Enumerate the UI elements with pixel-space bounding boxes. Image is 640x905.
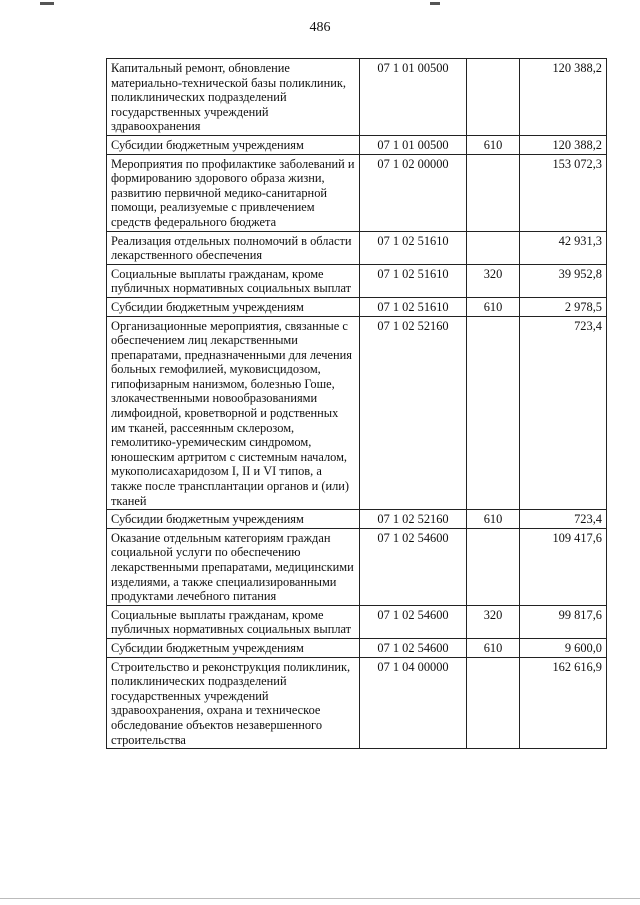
row-name-cell: Социальные выплаты гражданам, кроме публичных нормативных социальных выплат [107,264,360,297]
row-code-cell: 07 1 02 51610 [360,231,467,264]
row-code-cell: 07 1 01 00500 [360,135,467,154]
row-amount-cell: 723,4 [520,316,607,510]
row-name-cell: Организационные мероприятия, связанные с обеспечением лиц лекарственными препаратами, предназначенными для лечения больных гемофилией, муковисцидозом, гипофизарным нанизмом, болезнью Гоше, злокачественными новообразованиями лимфоидной, кроветворной и родственных им тканей, рассеянным склерозом, гемолитико-уремическим синдромом, юношеским артритом с системным началом, мукополисахаридозом I, II и VI типов, а также после трансплантации органов и (или) тканей [107,316,360,510]
row-amount-cell: 9 600,0 [520,638,607,657]
budget-table-body [107,59,607,749]
row-expense-type-cell [467,59,520,136]
row-name-cell: Субсидии бюджетным учреждениям [107,510,360,529]
row-amount-cell: 109 417,6 [520,528,607,605]
row-code-cell: 07 1 02 54600 [360,528,467,605]
row-expense-type-cell [467,154,520,231]
row-name-cell: Социальные выплаты гражданам, кроме публичных нормативных социальных выплат [107,605,360,638]
row-code-cell: 07 1 04 00000 [360,657,467,749]
row-name-cell: Субсидии бюджетным учреждениям [107,135,360,154]
row-expense-type-cell: 610 [467,297,520,316]
table-row [107,135,607,154]
table-row [107,510,607,529]
row-amount-cell: 2 978,5 [520,297,607,316]
row-code-cell: 07 1 02 54600 [360,605,467,638]
table-row [107,528,607,605]
row-expense-type-cell: 610 [467,638,520,657]
row-expense-type-cell: 610 [467,135,520,154]
page-bottom-edge [0,898,640,899]
row-name-cell: Мероприятия по профилактике заболеваний и формированию здорового образа жизни, развитию первичной медико-санитарной помощи, реализуемые с привлечением средств федерального бюджета [107,154,360,231]
row-amount-cell: 723,4 [520,510,607,529]
row-amount-cell: 153 072,3 [520,154,607,231]
row-code-cell: 07 1 02 54600 [360,638,467,657]
row-expense-type-cell: 320 [467,264,520,297]
table-row [107,59,607,136]
row-name-cell: Реализация отдельных полномочий в области лекарственного обеспечения [107,231,360,264]
row-amount-cell: 162 616,9 [520,657,607,749]
row-amount-cell: 42 931,3 [520,231,607,264]
row-amount-cell: 99 817,6 [520,605,607,638]
row-code-cell: 07 1 02 52160 [360,316,467,510]
row-name-cell: Субсидии бюджетным учреждениям [107,297,360,316]
table-row [107,657,607,749]
row-expense-type-cell [467,657,520,749]
row-code-cell: 07 1 01 00500 [360,59,467,136]
budget-table [106,58,607,749]
table-row [107,638,607,657]
row-amount-cell: 120 388,2 [520,59,607,136]
row-name-cell: Субсидии бюджетным учреждениям [107,638,360,657]
row-expense-type-cell: 320 [467,605,520,638]
row-expense-type-cell [467,316,520,510]
scan-artifact-left [40,2,54,5]
table-row [107,231,607,264]
table-row [107,316,607,510]
row-expense-type-cell [467,528,520,605]
row-code-cell: 07 1 02 51610 [360,264,467,297]
page-number: 486 [309,20,331,35]
row-name-cell: Оказание отдельным категориям граждан социальной услуги по обеспечению лекарственными препаратами, медицинскими изделиями, а также специализированными продуктами лечебного питания [107,528,360,605]
row-code-cell: 07 1 02 00000 [360,154,467,231]
row-expense-type-cell: 610 [467,510,520,529]
table-row [107,154,607,231]
table-row [107,297,607,316]
row-name-cell: Строительство и реконструкция поликлиник, поликлинических подразделений государственных учреждений здравоохранения, охрана и техническое обследование объектов незавершенного строительства [107,657,360,749]
row-amount-cell: 39 952,8 [520,264,607,297]
row-name-cell: Капитальный ремонт, обновление материально-технической базы поликлиник, поликлинических подразделений государственных учреждений здравоохранения [107,59,360,136]
row-code-cell: 07 1 02 52160 [360,510,467,529]
table-row [107,605,607,638]
row-code-cell: 07 1 02 51610 [360,297,467,316]
table-row [107,264,607,297]
row-amount-cell: 120 388,2 [520,135,607,154]
scan-artifact-right [430,2,440,5]
row-expense-type-cell [467,231,520,264]
